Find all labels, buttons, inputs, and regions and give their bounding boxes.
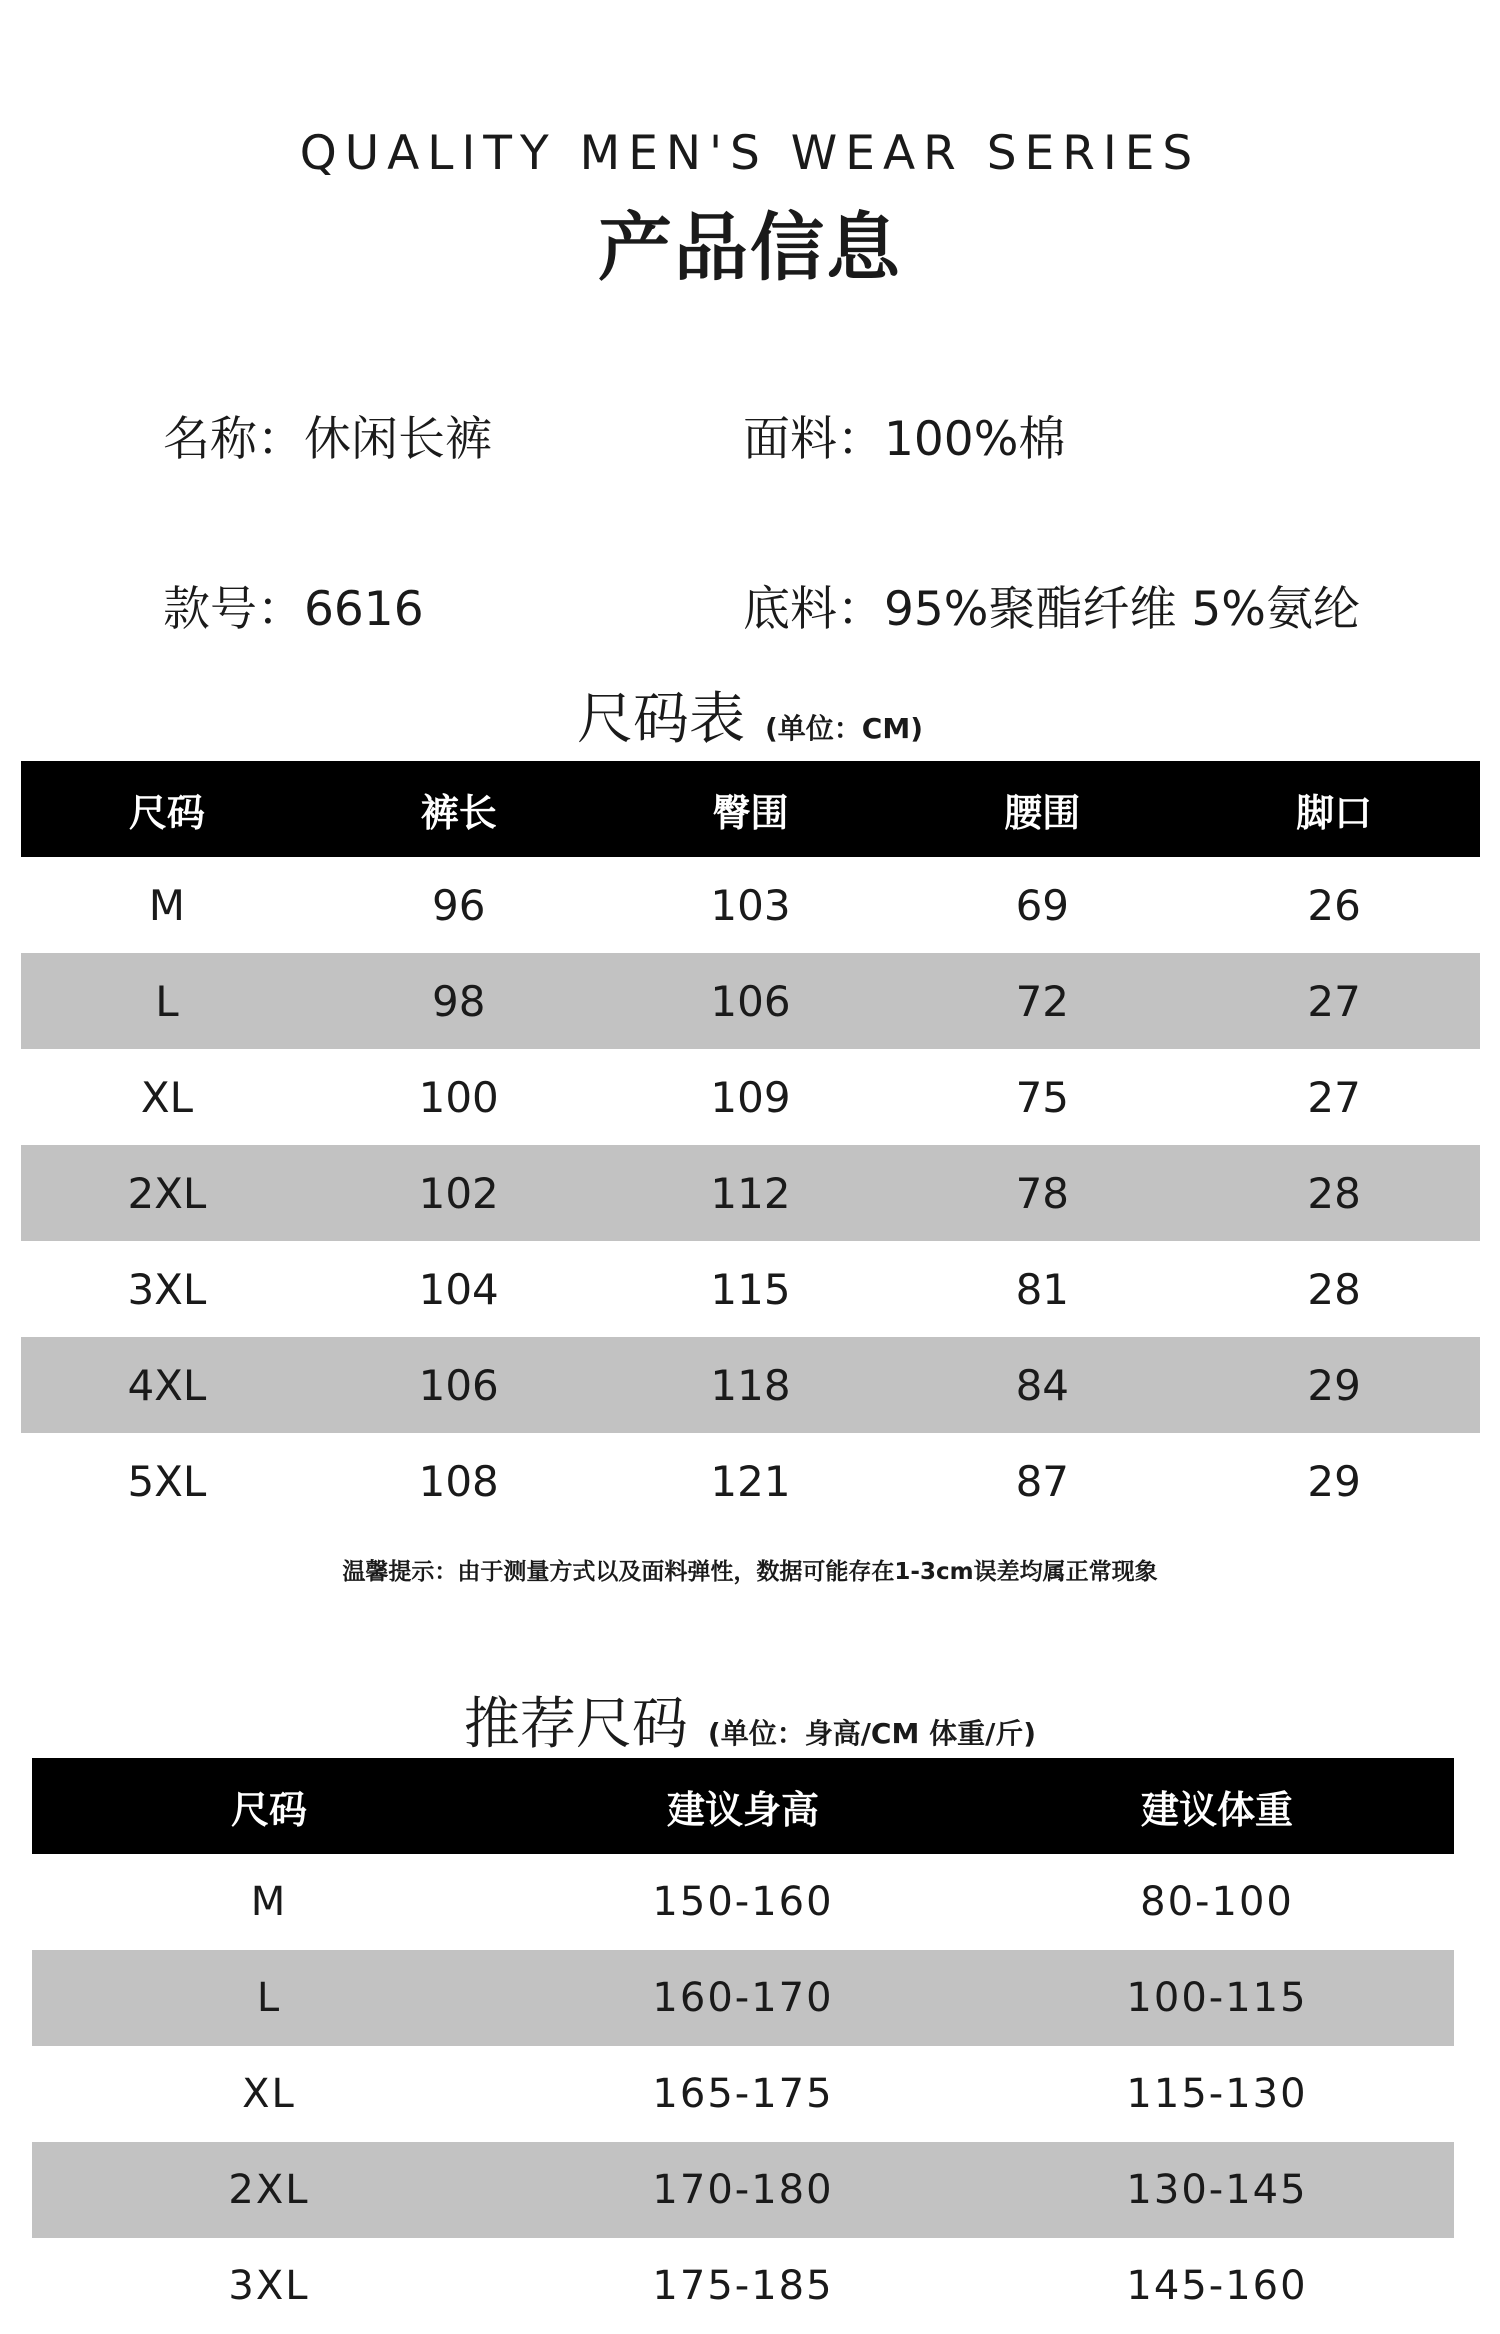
table-cell: 121 xyxy=(710,1456,791,1506)
table-cell: 75 xyxy=(1015,1072,1070,1122)
table-cell: 102 xyxy=(313,1145,605,1241)
table-cell: 28 xyxy=(1188,1145,1480,1241)
table-row xyxy=(21,953,1480,1049)
table-cell: 3XL xyxy=(127,1264,207,1314)
table-cell: 78 xyxy=(896,1145,1188,1241)
table-cell: 5XL xyxy=(127,1456,207,1506)
table-cell: 2XL xyxy=(32,2142,506,2238)
table-cell: 115-130 xyxy=(1126,2071,1308,2117)
series-title: QUALITY MEN'S WEAR SERIES xyxy=(299,126,1201,181)
table-cell: L xyxy=(32,1950,506,2046)
table-cell: 175-185 xyxy=(652,2263,834,2309)
table-cell: 130-145 xyxy=(980,2142,1454,2238)
table-cell: 170-180 xyxy=(506,2142,980,2238)
table-cell: 29 xyxy=(1188,1337,1480,1433)
table-cell: 27 xyxy=(1188,953,1480,1049)
table-cell: 69 xyxy=(1015,880,1070,930)
table-cell: M xyxy=(250,1879,288,1925)
size-chart-unit: (单位：CM) xyxy=(764,712,923,745)
recommend-title: 推荐尺码 xyxy=(463,1692,688,1757)
size-chart-header-hem: 脚口 xyxy=(1188,761,1480,857)
table-cell: 72 xyxy=(896,953,1188,1049)
table-row xyxy=(21,1337,1480,1433)
recommend-header-size: 尺码 xyxy=(32,1758,506,1854)
table-cell: XL xyxy=(140,1072,193,1122)
table-row xyxy=(21,857,1480,953)
table-cell: 106 xyxy=(313,1337,605,1433)
table-cell: 145-160 xyxy=(1126,2263,1308,2309)
table-row xyxy=(21,1049,1480,1145)
product-fabric: 面料：100%棉 xyxy=(743,412,1066,467)
table-cell: 100-115 xyxy=(980,1950,1454,2046)
size-chart-heading xyxy=(0,675,1500,755)
table-cell: 27 xyxy=(1307,1072,1361,1122)
table-row xyxy=(32,1854,1454,1950)
table-cell: XL xyxy=(242,2071,296,2117)
table-cell: 4XL xyxy=(21,1337,313,1433)
table-cell: 81 xyxy=(1015,1264,1070,1314)
recommend-header-weight: 建议体重 xyxy=(980,1758,1454,1854)
product-model: 款号：6616 xyxy=(163,582,424,637)
size-chart-table xyxy=(21,761,1480,1529)
table-cell: 165-175 xyxy=(652,2071,834,2117)
table-cell: 150-160 xyxy=(652,1879,834,1925)
size-chart-title: 尺码表 xyxy=(576,687,745,752)
size-chart-header-waist: 腰围 xyxy=(896,761,1188,857)
table-cell: 104 xyxy=(418,1264,499,1314)
size-chart-header-length: 裤长 xyxy=(313,761,605,857)
size-chart-header-size: 尺码 xyxy=(21,761,313,857)
table-cell: 109 xyxy=(710,1072,791,1122)
recommend-table xyxy=(32,1758,1454,2334)
table-row xyxy=(32,2238,1454,2334)
size-chart-header-hip: 臀围 xyxy=(605,761,897,857)
table-cell: L xyxy=(21,953,313,1049)
product-lining: 底料：95%聚酯纤维 5%氨纶 xyxy=(743,582,1360,637)
table-cell: 2XL xyxy=(21,1145,313,1241)
table-cell: 115 xyxy=(710,1264,791,1314)
table-cell: 80-100 xyxy=(1140,1879,1294,1925)
recommend-heading xyxy=(0,1680,1500,1760)
table-cell: 160-170 xyxy=(506,1950,980,2046)
table-cell: 98 xyxy=(313,953,605,1049)
table-cell: 108 xyxy=(418,1456,499,1506)
table-row xyxy=(21,1433,1480,1529)
table-row xyxy=(32,2046,1454,2142)
measurement-tip: 温馨提示：由于测量方式以及面料弹性，数据可能存在1-3cm误差均属正常现象 xyxy=(342,1559,1158,1585)
table-row xyxy=(32,1950,1454,2046)
table-cell: 106 xyxy=(605,953,897,1049)
table-cell: 118 xyxy=(605,1337,897,1433)
table-cell: 26 xyxy=(1307,880,1361,930)
table-cell: 28 xyxy=(1307,1264,1361,1314)
table-cell: 87 xyxy=(1015,1456,1070,1506)
table-cell: 84 xyxy=(896,1337,1188,1433)
table-row xyxy=(21,1241,1480,1337)
table-cell: 3XL xyxy=(228,2263,310,2309)
table-cell: 29 xyxy=(1307,1456,1361,1506)
recommend-header-row xyxy=(32,1758,1454,1854)
table-cell: 103 xyxy=(710,880,791,930)
recommend-unit: (单位：身高/CM 体重/斤) xyxy=(707,1717,1037,1750)
table-cell: 100 xyxy=(418,1072,499,1122)
table-cell: 112 xyxy=(605,1145,897,1241)
table-row xyxy=(21,1145,1480,1241)
page-title: 产品信息 xyxy=(598,205,902,291)
table-cell: M xyxy=(148,880,186,930)
recommend-header-height: 建议身高 xyxy=(506,1758,980,1854)
table-row xyxy=(32,2142,1454,2238)
size-chart-header-row xyxy=(21,761,1480,857)
table-cell: 96 xyxy=(431,880,486,930)
product-name: 名称：休闲长裤 xyxy=(163,412,492,467)
